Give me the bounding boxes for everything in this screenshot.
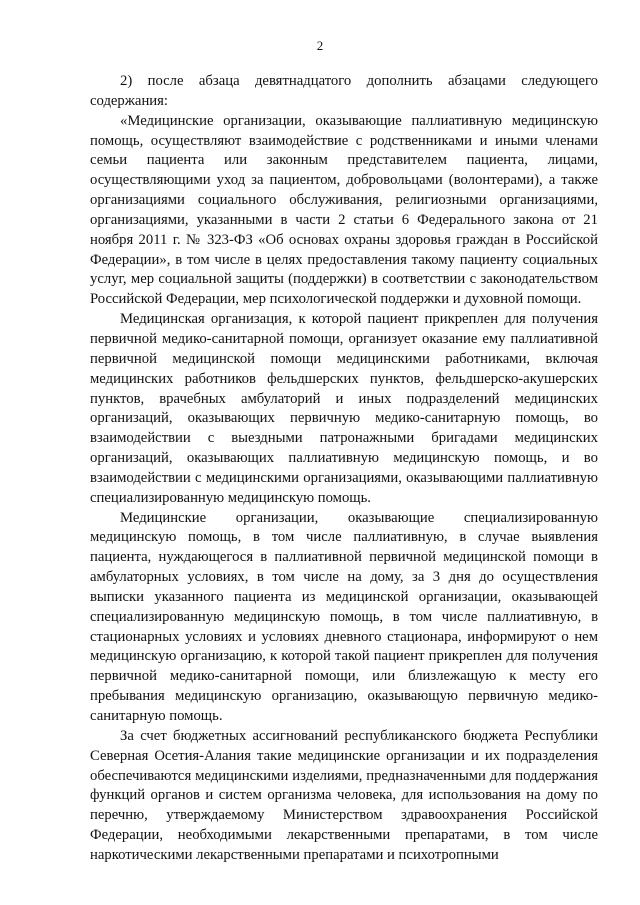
paragraph-interaction: «Медицинские организации, оказывающие паллиативную медицинскую помощь, осуществляют взаимодействие с родственниками и иными членами семьи пациента или законным представителем пациента, лицами, осуществляющими уход за пациентом, добровольцами (волонтерами), а также организациями социального обслуживания, религиозными организациями, организациями, указанными в части 2 статьи 6 Федерального закона от 21 ноября 2011 г. № 323-ФЗ «Об основах охраны здоровья граждан в Российской Федерации», в том числе в целях предоставления такому пациенту социальных услуг, мер социальной защиты (поддержки) в соответствии с законодательством Российской Федерации, мер психологической поддержки и духовной помощи. [90,112,598,308]
page-number: 2 [316,38,324,53]
paragraph-amendment-item: 2) после абзаца девятнадцатого дополнить абзацами следующего содержания: [90,73,598,109]
paragraph-budget-funding: За счет бюджетных ассигнований республиканского бюджета Республики Северная Осетия-Алания такие медицинские организации и их подразделения обеспечиваются медицинскими изделиями, предназначенными для поддержания функций органов и систем организма человека, для использования на дому по перечню, утверждаемому Министерством здравоохранения Российской Федерации, необходимыми лекарственными препаратами, в том числе наркотическими лекарственными препаратами и психотропными [90,727,598,863]
paragraph-specialized-care: Медицинские организации, оказывающие специализированную медицинскую помощь, в том числе паллиативную, в случае выявления пациента, нуждающегося в паллиативной первичной медицинской помощи в амбулаторных условиях, в том числе на дому, за 3 дня до осуществления выписки указанного пациента из медицинской организации, оказывающей специализированную медицинскую помощь, в том числе паллиативную, в стационарных условиях и условиях дневного стационара, информируют о нем медицинскую организацию, к которой такой пациент прикреплен для получения первичной медико-санитарной помощи, или близлежащую к месту его пребывания медицинскую организацию, оказывающую первичную медико-санитарную помощь. [90,509,598,724]
paragraph-primary-care: Медицинская организация, к которой пациент прикреплен для получения первичной медико-санитарной помощи, организует оказание ему паллиативной первичной медицинской помощи медицинскими работниками, включая медицинских работников фельдшерских пунктов, фельдшерско-акушерских пунктов, врачебных амбулаторий и иных подразделений медицинских организаций, оказывающих первичную медико-санитарную помощь, во взаимодействии с выездными патронажными бригадами медицинских организаций, оказывающих паллиативную медицинскую помощь, и во взаимодействии с медицинскими организациями, оказывающими паллиативную специализированную медицинскую помощь. [90,311,598,506]
document-body [90,72,598,866]
